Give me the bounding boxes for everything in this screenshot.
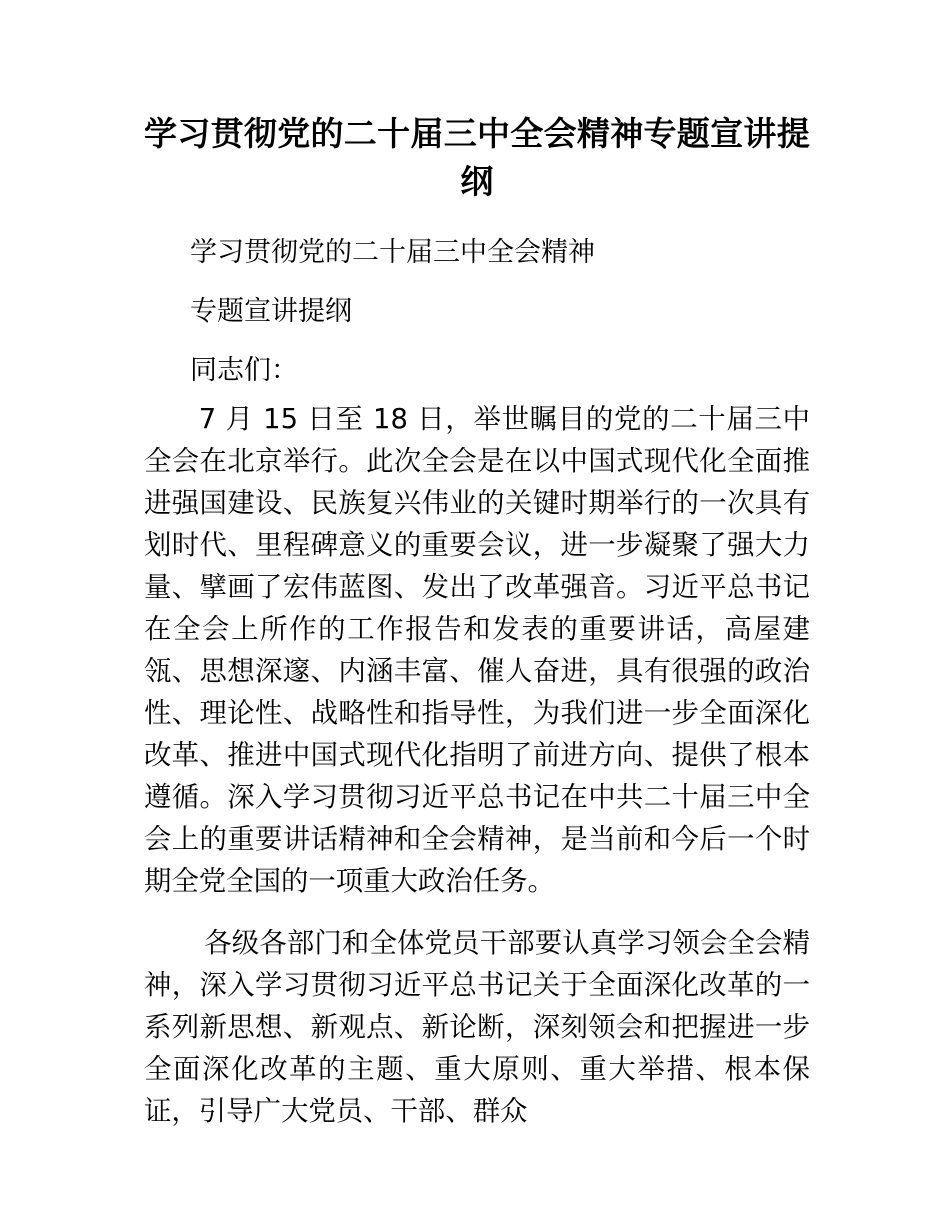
- body-paragraph-1: 7 月 15 日至 18 日，举世瞩目的党的二十届三中全会在北京举行。此次全会是在以中国式现代化全面推进强国建设、民族复兴伟业的关键时期举行的一次具有划时代、里程碑意义的重要会议，进一步凝聚了强大力量、擘画了宏伟蓝图、发出了改革强音。习近平总书记在全会上所作的工作报告和发表的重要讲话，高屋建瓴、思想深邃、内涵丰富、催人奋进，具有很强的政治性、理论性、战略性和指导性，为我们进一步全面深化改革、推进中国式现代化指明了前进方向、提供了根本遵循。深入学习贯彻习近平总书记在中共二十届三中全会上的重要讲话精神和全会精神，是当前和今后一个时期全党全国的一项重大政治任务。: [144, 404, 810, 897]
- body-paragraph-2: 各级各部门和全体党员干部要认真学习领会全会精神，深入学习贯彻习近平总书记关于全面深化改革的一系列新思想、新观点、新论断，深刻领会和把握进一步全面深化改革的主题、重大原则、重大举措、根本保证，引导广大党员、干部、群众: [144, 928, 810, 1127]
- subtitle-block: [144, 230, 810, 334]
- salutation: 同志们：: [190, 355, 298, 386]
- subtitle-line-1: 学习贯彻党的二十届三中全会精神: [190, 237, 595, 268]
- subtitle-line-2: 专题宣讲提纲: [190, 296, 352, 327]
- page-title: 学习贯彻党的二十届三中全会精神专题宣讲提纲: [144, 114, 810, 201]
